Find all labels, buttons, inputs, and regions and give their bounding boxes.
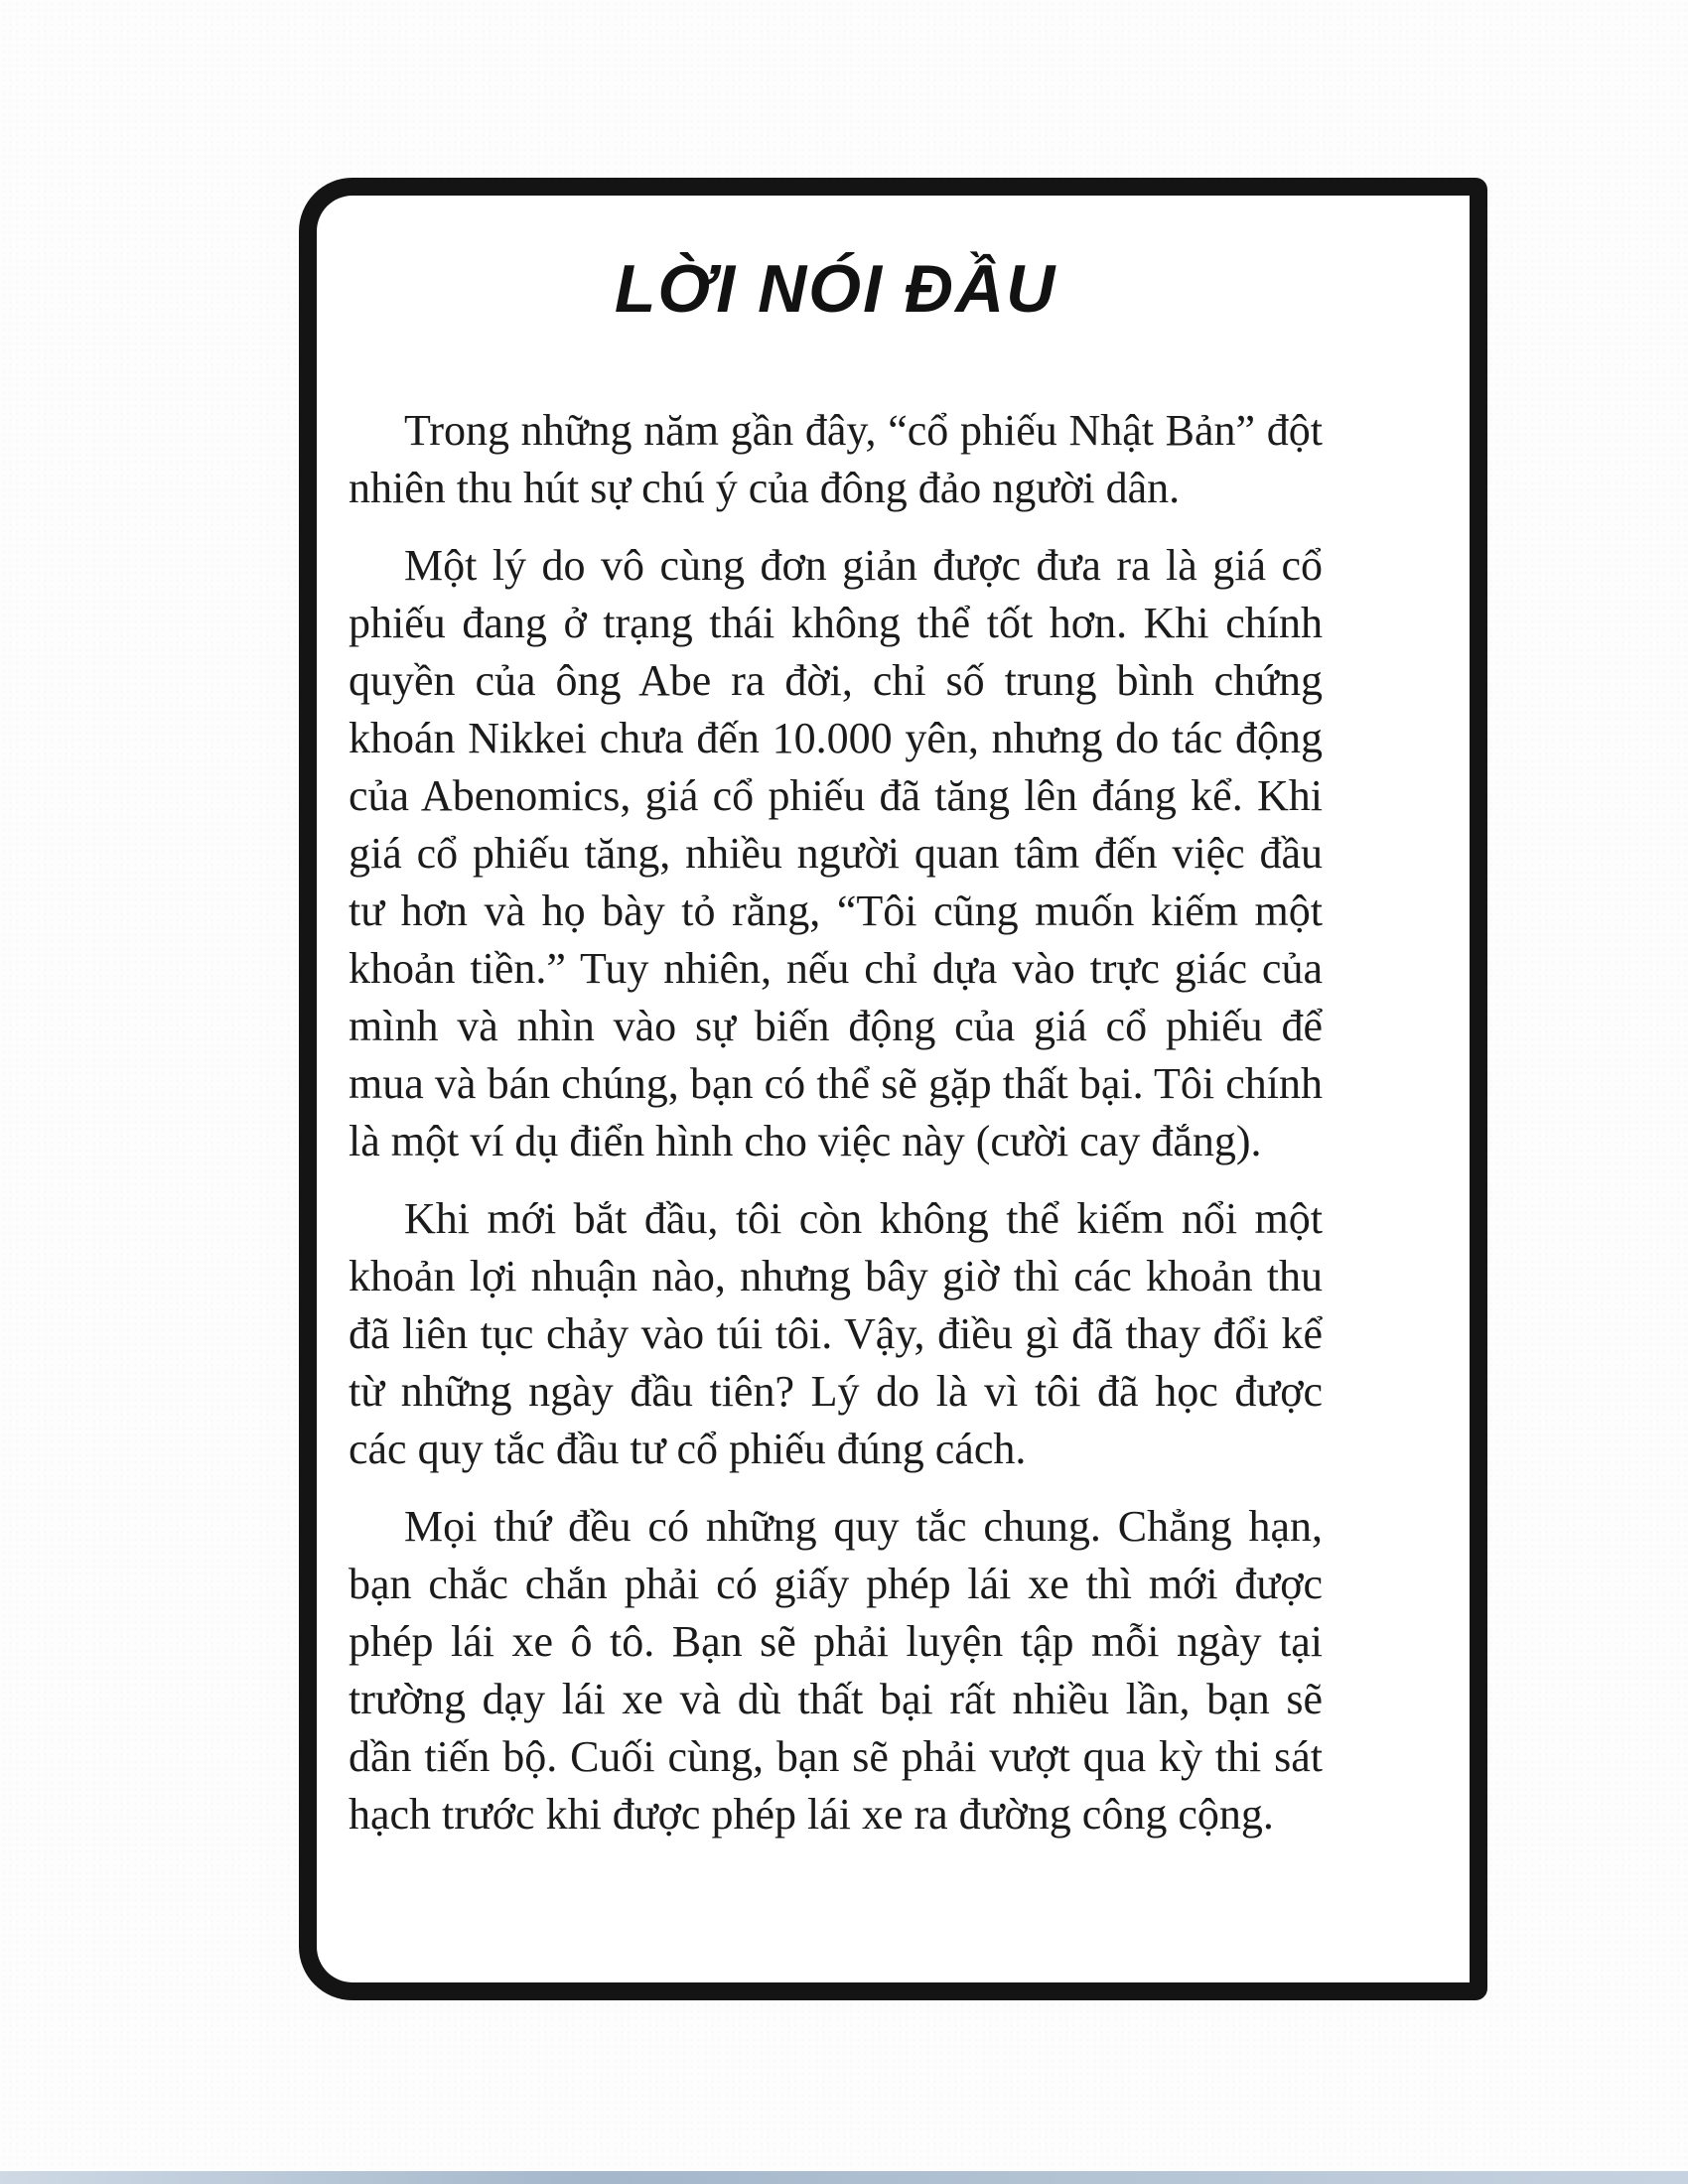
scan-edge-strip: [0, 2171, 1688, 2184]
paragraph-2: Một lý do vô cùng đơn giản được đưa ra là giá cổ phiếu đang ở trạng thái không thể tốt hơn. Khi chính quyền của ông Abe ra đời, chỉ số trung bình chứng khoán Nikkei chưa đến 10.000 yên, nhưng do tác động của Abenomics, giá cổ phiếu đã tăng lên đáng kể. Khi giá cổ phiếu tăng, nhiều người quan tâm đến việc đầu tư hơn và họ bày tỏ rằng, “Tôi cũng muốn kiếm một khoản tiền.” Tuy nhiên, nếu chỉ dựa vào trực giác của mình và nhìn vào sự biến động của giá cổ phiếu để mua và bán chúng, bạn có thể sẽ gặp thất bại. Tôi chính là một ví dụ điển hình cho việc này (cười cay đắng).: [349, 541, 1323, 1165]
paragraph-3: Khi mới bắt đầu, tôi còn không thể kiếm nổi một khoản lợi nhuận nào, nhưng bây giờ thì các khoản thu đã liên tục chảy vào túi tôi. Vậy, điều gì đã thay đổi kể từ những ngày đầu tiên? Lý do là vì tôi đã học được các quy tắc đầu tư cổ phiếu đúng cách.: [349, 1194, 1323, 1473]
paragraph-1: Trong những năm gần đây, “cổ phiếu Nhật Bản” đột nhiên thu hút sự chú ý của đông đảo người dân.: [349, 406, 1323, 512]
paragraph-4: Mọi thứ đều có những quy tắc chung. Chẳng hạn, bạn chắc chắn phải có giấy phép lái xe thì mới được phép lái xe ô tô. Bạn sẽ phải luyện tập mỗi ngày tại trường dạy lái xe và dù thất bại rất nhiều lần, bạn sẽ dần tiến bộ. Cuối cùng, bạn sẽ phải vượt qua kỳ thi sát hạch trước khi được phép lái xe ra đường công cộng.: [349, 1502, 1323, 1839]
page-frame: [299, 178, 1487, 2000]
page-title: LỜI NÓI ĐẦU: [614, 251, 1057, 327]
